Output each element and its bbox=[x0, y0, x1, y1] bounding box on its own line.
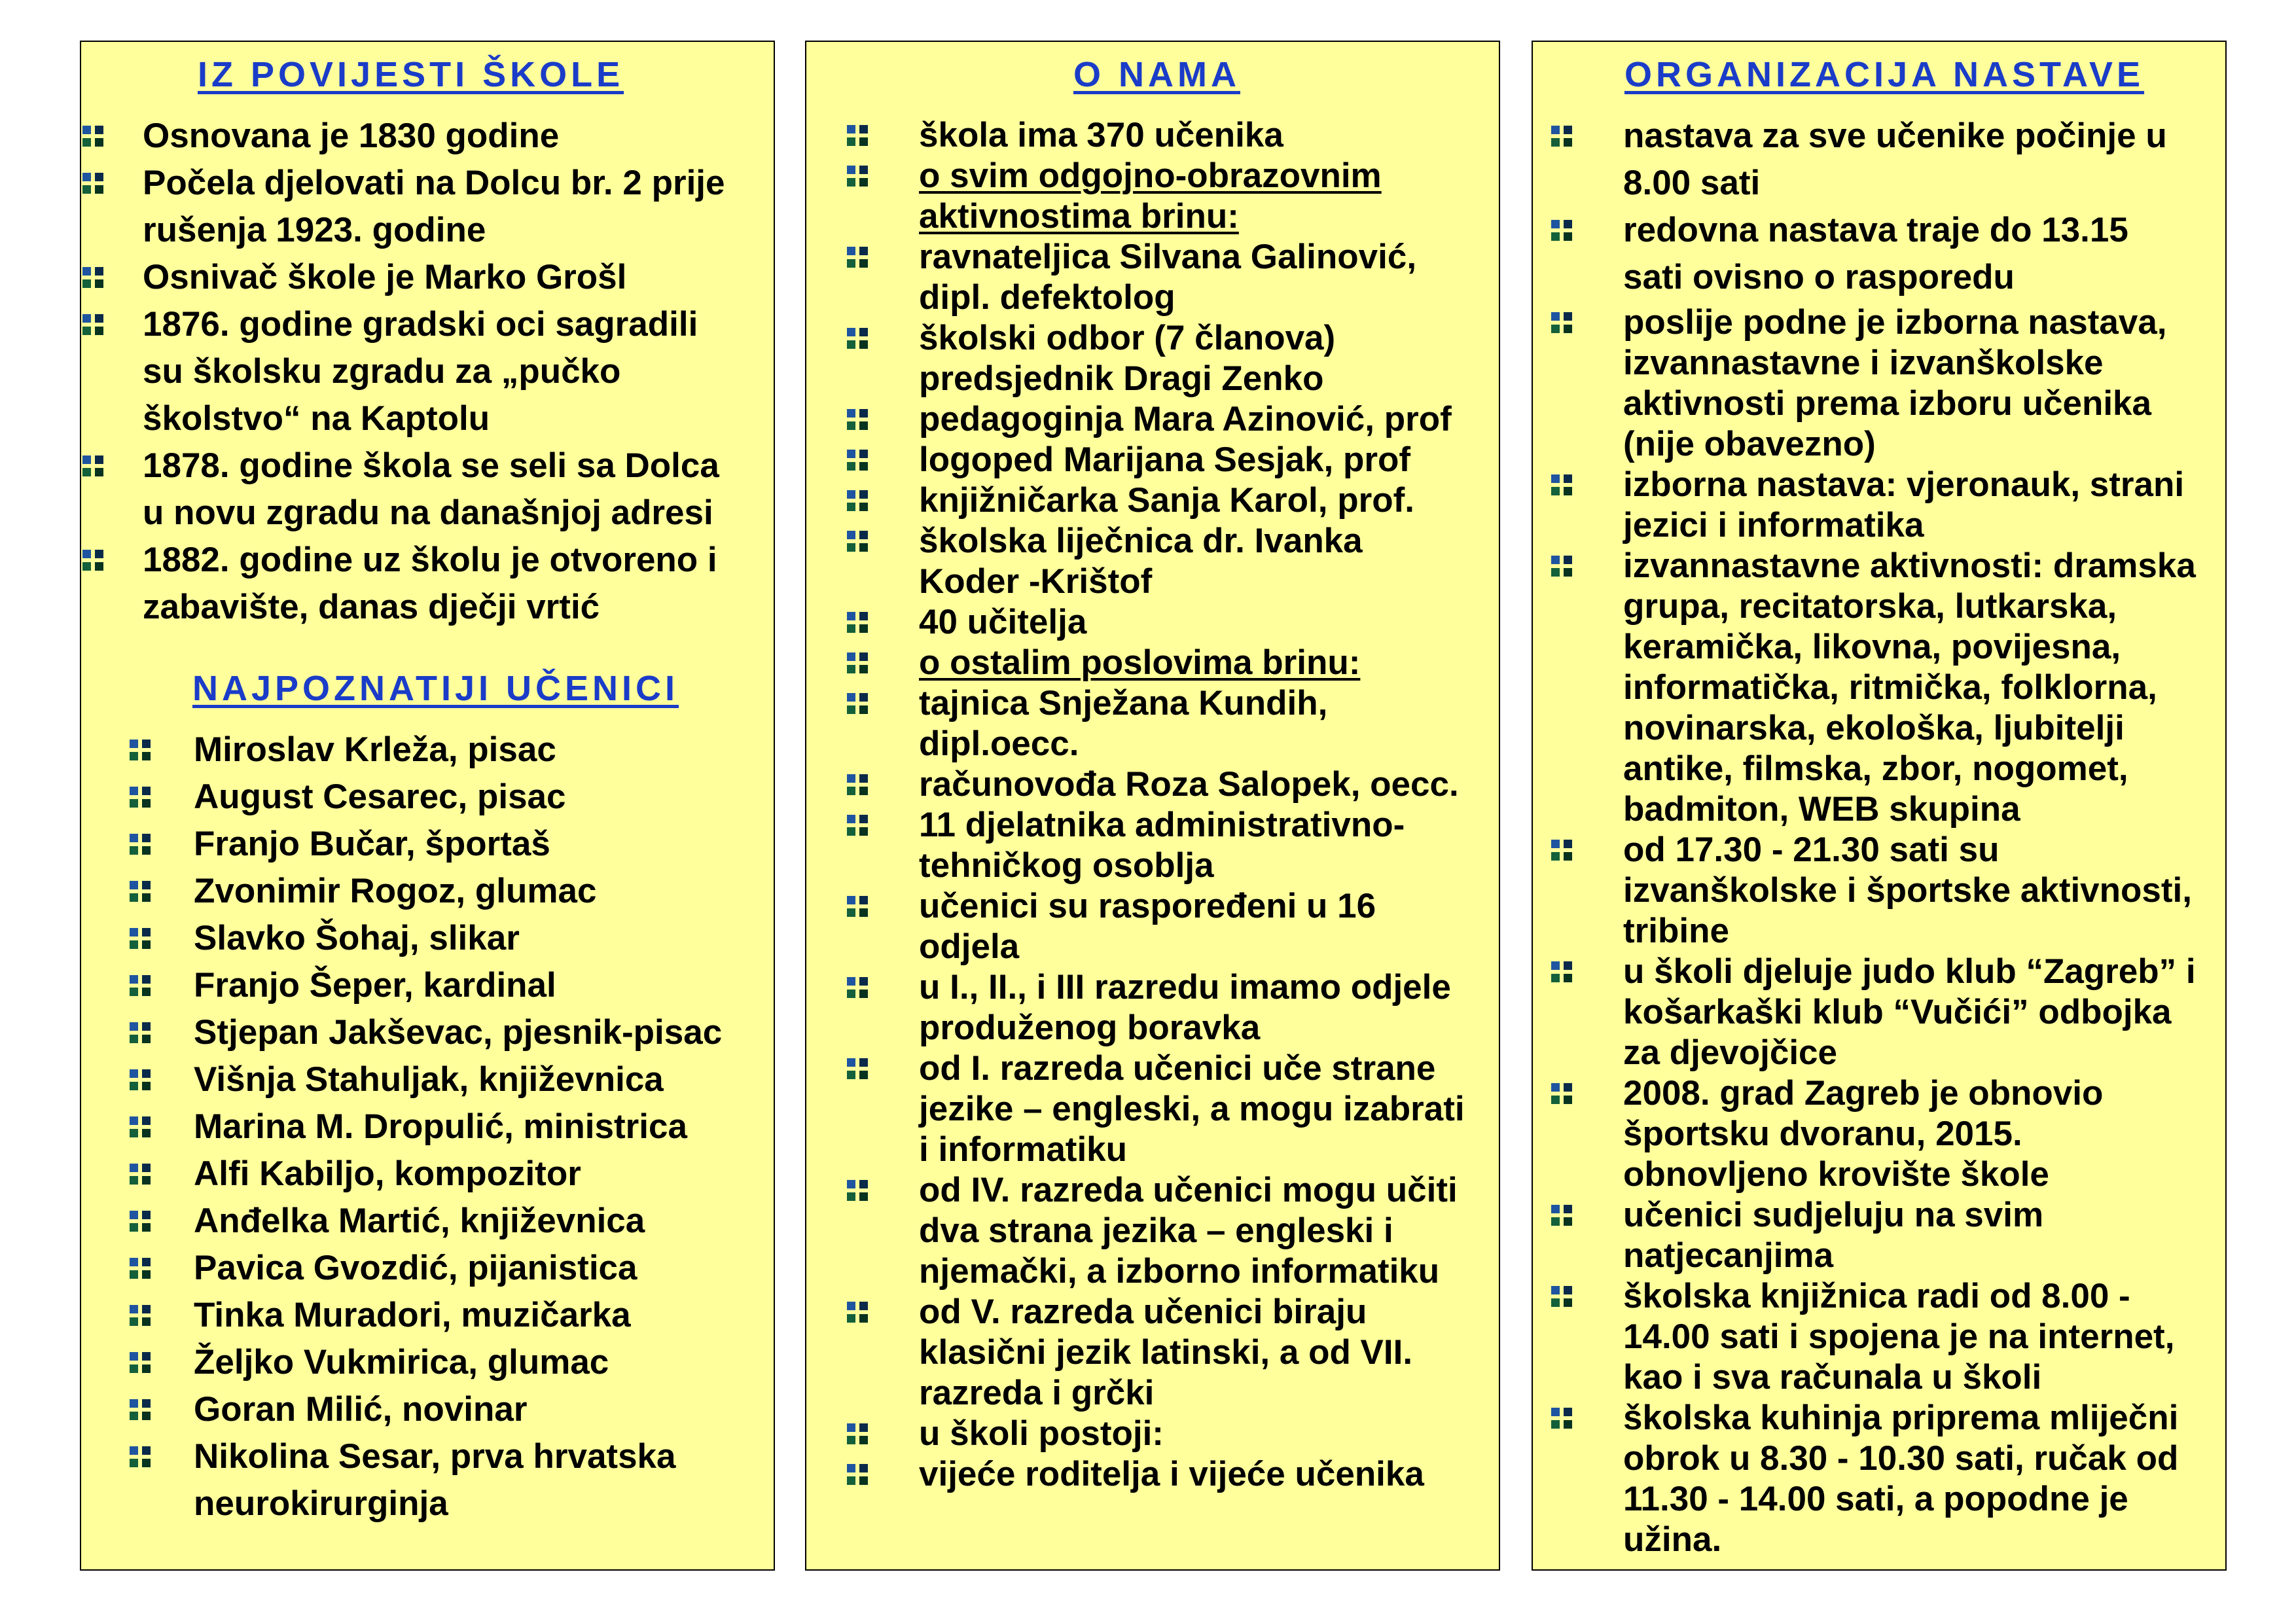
square-bullet-icon bbox=[1551, 1083, 1572, 1104]
about-item bbox=[919, 643, 1465, 683]
square-bullet-icon bbox=[847, 652, 868, 673]
square-bullet-icon bbox=[82, 126, 103, 147]
square-bullet-icon bbox=[847, 1058, 868, 1079]
about-item-text: pedagoginja Mara Azinović, prof bbox=[919, 400, 1452, 438]
square-bullet-icon bbox=[847, 612, 868, 633]
notable-student-item-text: Franjo Bučar, športaš bbox=[194, 825, 550, 863]
organization-heading: ORGANIZACIJA NASTAVE bbox=[1624, 55, 2145, 94]
organization-item bbox=[1623, 1195, 2196, 1276]
history-item-text: Osnivač škole je Marko Grošl bbox=[143, 258, 627, 296]
notable-student-item bbox=[194, 868, 722, 915]
square-bullet-icon bbox=[130, 1211, 151, 1232]
about-item bbox=[919, 521, 1465, 602]
about-item bbox=[919, 602, 1465, 643]
about-item bbox=[919, 115, 1465, 156]
about-item bbox=[919, 1454, 1465, 1495]
about-heading: O NAMA bbox=[1073, 55, 1240, 94]
notable-student-item-text: Željko Vukmirica, glumac bbox=[194, 1343, 609, 1382]
square-bullet-icon bbox=[130, 928, 151, 949]
organization-item bbox=[1623, 1398, 2196, 1560]
history-item-text: 1878. godine škola se seli sa Dolca u novu zgradu na današnjoj adresi bbox=[143, 446, 719, 532]
notable-student-item bbox=[194, 1433, 722, 1527]
notable-student-item-text: Tinka Muradori, muzičarka bbox=[194, 1296, 631, 1334]
organization-item bbox=[1623, 830, 2196, 952]
about-list bbox=[919, 115, 1465, 1495]
about-panel bbox=[805, 41, 1500, 1571]
square-bullet-icon bbox=[82, 455, 103, 476]
organization-item-text: izborna nastava: vjeronauk, strani jezici i informatika bbox=[1623, 465, 2185, 544]
notable-student-item-text: Miroslav Krleža, pisac bbox=[194, 730, 556, 769]
about-item-text: od IV. razreda učenici mogu učiti dva strana jezika – engleski i njemački, a izborno informatiku bbox=[919, 1171, 1458, 1291]
about-item bbox=[919, 683, 1465, 764]
history-item bbox=[143, 537, 725, 631]
notable-student-item-text: Slavko Šohaj, slikar bbox=[194, 919, 520, 957]
history-item-text: Počela djelovati na Dolcu br. 2 prije rušenja 1923. godine bbox=[143, 164, 725, 249]
square-bullet-icon bbox=[130, 1446, 151, 1467]
history-heading: IZ POVIJESTI ŠKOLE bbox=[198, 55, 624, 94]
about-item bbox=[919, 967, 1465, 1048]
notable-students-list bbox=[194, 726, 722, 1527]
square-bullet-icon bbox=[1551, 312, 1572, 333]
history-item bbox=[143, 113, 725, 160]
about-item bbox=[919, 440, 1465, 480]
notable-student-item-text: Stjepan Jakševac, pjesnik-pisac bbox=[194, 1013, 723, 1052]
square-bullet-icon bbox=[1551, 126, 1572, 147]
square-bullet-icon bbox=[847, 328, 868, 349]
notable-student-item-text: Zvonimir Rogoz, glumac bbox=[194, 872, 597, 910]
about-item bbox=[919, 886, 1465, 967]
organization-list bbox=[1623, 302, 2196, 1560]
organization-hours-item bbox=[1623, 207, 2167, 301]
organization-panel bbox=[1532, 41, 2227, 1571]
notable-student-item bbox=[194, 1056, 722, 1103]
organization-item-text: učenici sudjeluju na svim natjecanjima bbox=[1623, 1196, 2044, 1275]
square-bullet-icon bbox=[82, 173, 103, 194]
notable-student-item bbox=[194, 1339, 722, 1386]
about-item-text: računovođa Roza Salopek, oecc. bbox=[919, 765, 1459, 804]
history-item-text: 1882. godine uz školu je otvoreno i zabavište, danas dječji vrtić bbox=[143, 541, 717, 626]
square-bullet-icon bbox=[82, 550, 103, 571]
organization-item bbox=[1623, 546, 2196, 830]
about-item bbox=[919, 156, 1465, 237]
square-bullet-icon bbox=[1551, 556, 1572, 577]
organization-item-text: izvannastavne aktivnosti: dramska grupa, recitatorska, lutkarska, keramička, likovna, povijesna, informatička, ritmička, folklorna, novinarska, ekološka, ljubitelji antike, filmska, zbor, nogomet, badmiton, WEB skupina bbox=[1623, 546, 2196, 829]
about-item bbox=[919, 764, 1465, 805]
notable-student-item bbox=[194, 821, 722, 868]
history-item bbox=[143, 160, 725, 254]
square-bullet-icon bbox=[847, 774, 868, 795]
square-bullet-icon bbox=[130, 1305, 151, 1326]
square-bullet-icon bbox=[847, 531, 868, 552]
about-item bbox=[919, 1170, 1465, 1292]
about-item-text: knjižničarka Sanja Karol, prof. bbox=[919, 481, 1414, 520]
square-bullet-icon bbox=[847, 1464, 868, 1485]
organization-item bbox=[1623, 1276, 2196, 1398]
history-item bbox=[143, 301, 725, 442]
organization-item bbox=[1623, 952, 2196, 1073]
square-bullet-icon bbox=[1551, 1408, 1572, 1429]
square-bullet-icon bbox=[130, 1399, 151, 1420]
square-bullet-icon bbox=[130, 1116, 151, 1137]
square-bullet-icon bbox=[847, 1423, 868, 1444]
square-bullet-icon bbox=[130, 1258, 151, 1279]
notable-student-item-text: Pavica Gvozdić, pijanistica bbox=[194, 1249, 637, 1287]
about-item-text: o ostalim poslovima brinu: bbox=[919, 643, 1361, 682]
notable-student-item bbox=[194, 726, 722, 774]
notable-student-item bbox=[194, 1245, 722, 1292]
notable-students-heading: NAJPOZNATIJI UČENICI bbox=[192, 669, 679, 708]
notable-student-item-text: Goran Milić, novinar bbox=[194, 1390, 528, 1429]
about-item-text: ravnateljica Silvana Galinović, dipl. defektolog bbox=[919, 238, 1417, 317]
about-item-text: tajnica Snježana Kundih, dipl.oecc. bbox=[919, 684, 1328, 763]
history-panel bbox=[80, 41, 775, 1571]
organization-item-text: poslije podne je izborna nastava, izvannastavne i izvanškolske aktivnosti prema izboru učenika (nije obavezno) bbox=[1623, 303, 2167, 463]
history-item bbox=[143, 254, 725, 301]
square-bullet-icon bbox=[1551, 1205, 1572, 1226]
square-bullet-icon bbox=[130, 1352, 151, 1373]
organization-item bbox=[1623, 302, 2196, 465]
square-bullet-icon bbox=[130, 1069, 151, 1090]
square-bullet-icon bbox=[847, 490, 868, 511]
square-bullet-icon bbox=[847, 409, 868, 430]
notable-student-item-text: Marina M. Dropulić, ministrica bbox=[194, 1107, 687, 1146]
square-bullet-icon bbox=[1551, 1286, 1572, 1307]
organization-item-text: 2008. grad Zagreb je obnovio športsku dvoranu, 2015. obnovljeno krovište škole bbox=[1623, 1074, 2104, 1194]
square-bullet-icon bbox=[847, 977, 868, 998]
notable-student-item-text: Franjo Šeper, kardinal bbox=[194, 966, 556, 1005]
square-bullet-icon bbox=[82, 314, 103, 335]
about-item-text: od I. razreda učenici uče strane jezike – engleski, a mogu izabrati i informatiku bbox=[919, 1049, 1465, 1169]
notable-student-item bbox=[194, 1150, 722, 1198]
square-bullet-icon bbox=[130, 787, 151, 808]
square-bullet-icon bbox=[847, 1302, 868, 1323]
notable-student-item bbox=[194, 1198, 722, 1245]
square-bullet-icon bbox=[130, 975, 151, 996]
square-bullet-icon bbox=[847, 693, 868, 714]
notable-student-item bbox=[194, 774, 722, 821]
notable-student-item-text: Višnja Stahuljak, književnica bbox=[194, 1060, 664, 1099]
organization-item-text: u školi djeluje judo klub “Zagreb” i košarkaški klub “Vučići” odbojka za djevojčice bbox=[1623, 952, 2196, 1072]
organization-hours-item bbox=[1623, 113, 2167, 207]
organization-item-text: školska kuhinja priprema mliječni obrok u 8.30 - 10.30 sati, ručak od 11.30 - 14.00 sati, a popodne je užina. bbox=[1623, 1399, 2179, 1559]
square-bullet-icon bbox=[847, 247, 868, 268]
notable-student-item bbox=[194, 1009, 722, 1056]
organization-item-text: školska knjižnica radi od 8.00 - 14.00 sati i spojena je na internet, kao i sva računala u školi bbox=[1623, 1277, 2175, 1397]
about-item bbox=[919, 1048, 1465, 1170]
square-bullet-icon bbox=[1551, 961, 1572, 982]
notable-student-item bbox=[194, 915, 722, 962]
organization-item bbox=[1623, 465, 2196, 546]
notable-student-item bbox=[194, 962, 722, 1009]
square-bullet-icon bbox=[130, 1022, 151, 1043]
about-item-text: učenici su raspoređeni u 16 odjela bbox=[919, 887, 1376, 966]
about-item-text: vijeće roditelja i vijeće učenika bbox=[919, 1455, 1424, 1493]
square-bullet-icon bbox=[847, 1180, 868, 1201]
about-item bbox=[919, 318, 1465, 399]
square-bullet-icon bbox=[847, 125, 868, 146]
about-item-text: od V. razreda učenici biraju klasični jezik latinski, a od VII. razreda i grčki bbox=[919, 1293, 1413, 1412]
organization-hours-item-text: redovna nastava traje do 13.15 sati ovisno o rasporedu bbox=[1623, 211, 2128, 296]
square-bullet-icon bbox=[847, 815, 868, 836]
organization-item bbox=[1623, 1073, 2196, 1195]
about-item bbox=[919, 805, 1465, 886]
about-item-text: 11 djelatnika administrativno- tehničkog osoblja bbox=[919, 806, 1405, 885]
square-bullet-icon bbox=[1551, 474, 1572, 495]
about-item-text: logoped Marijana Sesjak, prof bbox=[919, 440, 1411, 479]
square-bullet-icon bbox=[847, 896, 868, 917]
square-bullet-icon bbox=[130, 881, 151, 902]
about-item-text: škola ima 370 učenika bbox=[919, 116, 1283, 154]
notable-student-item-text: Anđelka Martić, književnica bbox=[194, 1202, 645, 1240]
notable-student-item bbox=[194, 1386, 722, 1433]
square-bullet-icon bbox=[1551, 220, 1572, 241]
about-item-text: o svim odgojno-obrazovnim aktivnostima brinu: bbox=[919, 156, 1382, 236]
about-item bbox=[919, 399, 1465, 440]
about-item-text: školska liječnica dr. Ivanka Koder -Krištof bbox=[919, 522, 1363, 601]
about-item-text: u školi postoji: bbox=[919, 1414, 1164, 1453]
about-item-text: školski odbor (7 članova) predsjednik Dragi Zenko bbox=[919, 319, 1336, 398]
square-bullet-icon bbox=[847, 450, 868, 471]
history-item-text: 1876. godine gradski oci sagradili su školsku zgradu za „pučko školstvo“ na Kaptolu bbox=[143, 305, 698, 438]
square-bullet-icon bbox=[847, 166, 868, 187]
about-item bbox=[919, 1292, 1465, 1414]
notable-student-item-text: Nikolina Sesar, prva hrvatska neurokirurginja bbox=[194, 1437, 676, 1523]
notable-student-item-text: Alfi Kabiljo, kompozitor bbox=[194, 1154, 581, 1193]
square-bullet-icon bbox=[130, 1164, 151, 1185]
about-item-text: 40 učitelja bbox=[919, 603, 1087, 641]
about-item bbox=[919, 480, 1465, 521]
square-bullet-icon bbox=[1551, 840, 1572, 861]
square-bullet-icon bbox=[130, 834, 151, 855]
about-item bbox=[919, 1414, 1465, 1454]
square-bullet-icon bbox=[82, 267, 103, 288]
about-item bbox=[919, 237, 1465, 318]
history-list bbox=[143, 113, 725, 631]
history-item bbox=[143, 442, 725, 537]
organization-item-text: od 17.30 - 21.30 sati su izvanškolske i športske aktivnosti, tribine bbox=[1623, 830, 2192, 950]
organization-hours-item-text: nastava za sve učenike počinje u 8.00 sati bbox=[1623, 116, 2167, 202]
notable-student-item bbox=[194, 1103, 722, 1150]
about-item-text: u I., II., i III razredu imamo odjele produženog boravka bbox=[919, 968, 1451, 1047]
history-item-text: Osnovana je 1830 godine bbox=[143, 116, 560, 155]
square-bullet-icon bbox=[130, 740, 151, 760]
notable-student-item bbox=[194, 1292, 722, 1339]
organization-hours-list bbox=[1623, 113, 2167, 301]
notable-student-item-text: August Cesarec, pisac bbox=[194, 777, 566, 816]
